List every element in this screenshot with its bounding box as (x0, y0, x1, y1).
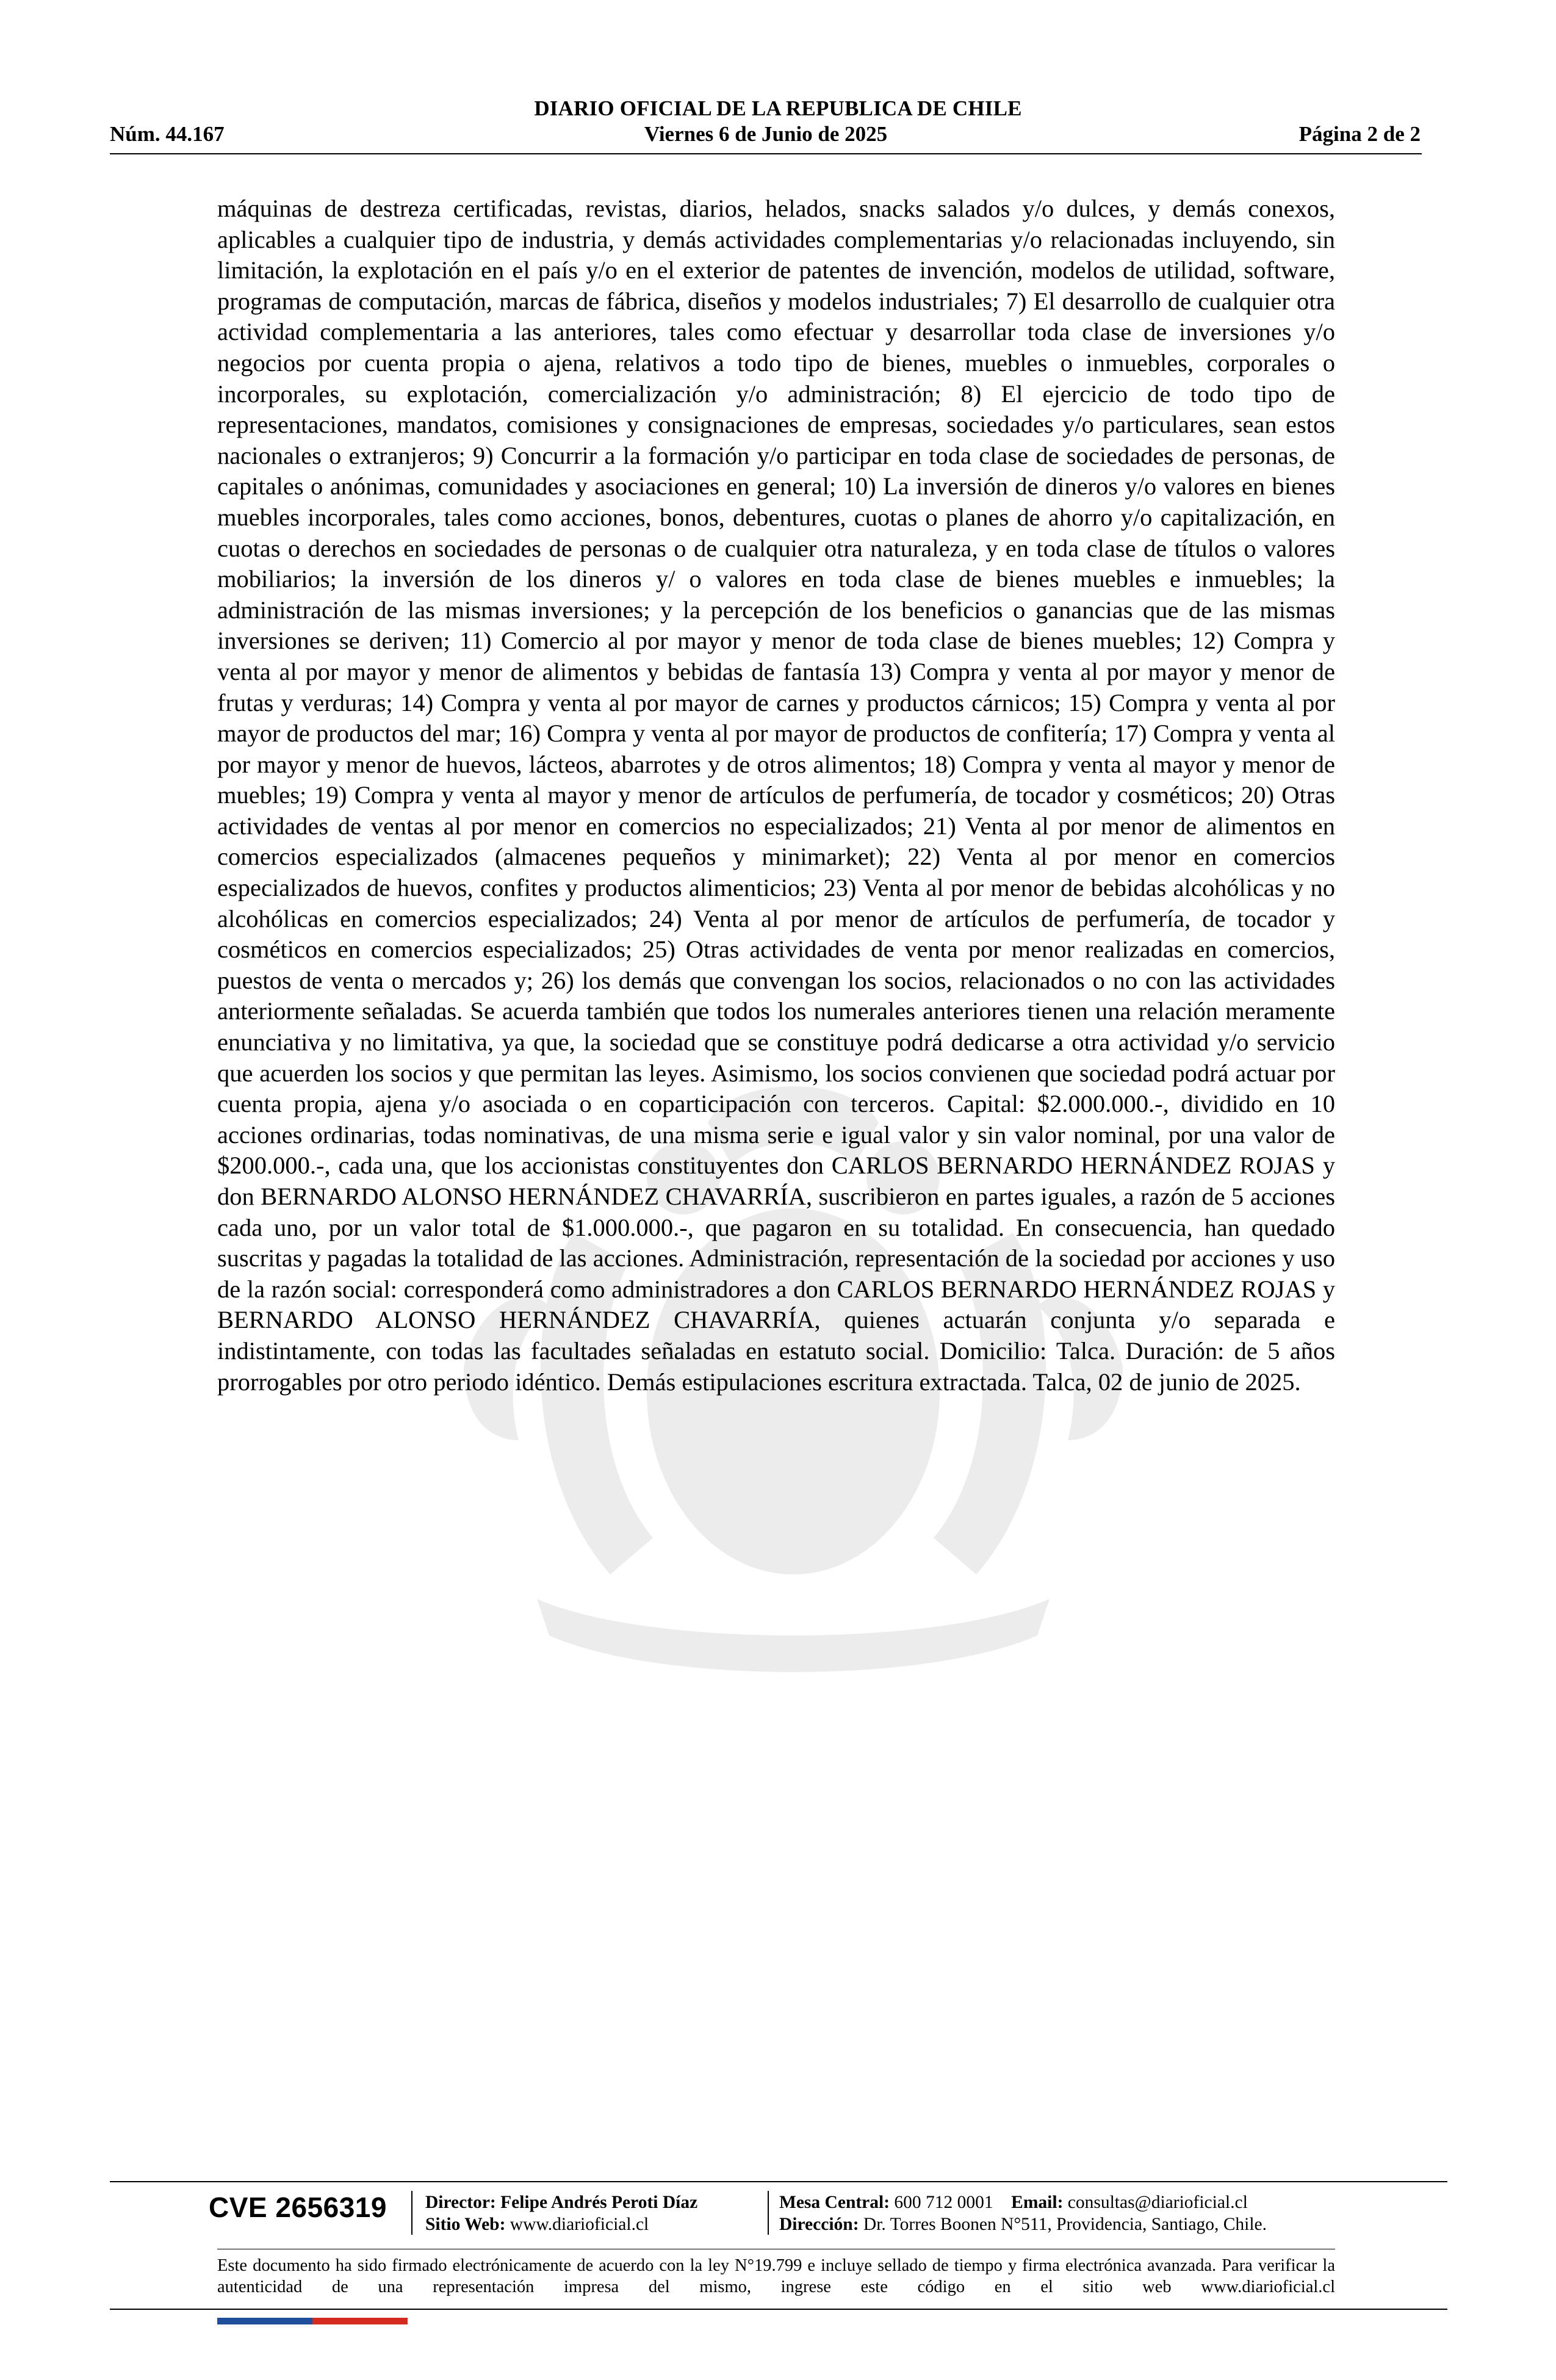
body-paragraph: máquinas de destreza certificadas, revistas, diarios, helados, snacks salados y/o dulces, y demás conexos, aplicables a cualquier tipo de industria, y demás actividades complementarias y/o relacionadas incluyendo, sin limitación, la explotación en el país y/o en el exterior de patentes de invención, modelos de utilidad, software, programas de computación, marcas de fábrica, diseños y modelos industriales; 7) El desarrollo de cualquier otra actividad complementaria a las anteriores, tales como efectuar y desarrollar toda clase de inversiones y/o negocios por cuenta propia o ajena, relativos a todo tipo de bienes, muebles o inmuebles, corporales o incorporales, su explotación, comercialización y/o administración; 8) El ejercicio de todo tipo de representaciones, mandatos, comisiones y consignaciones de empresas, sociedades y/o particulares, sean estos nacionales o extranjeros; 9) Concurrir a la formación y/o participar en toda clase de sociedades de personas, de capitales o anónimas, comunidades y asociaciones en general; 10) La inversión de dineros y/o valores en bienes muebles incorporales, tales como acciones, bonos, debentures, cuotas o planes de ahorro y/o capitalización, en cuotas o derechos en sociedades de personas o de cualquier otra naturaleza, y en toda clase de títulos o valores mobiliarios; la inversión de los dineros y/ o valores en toda clase de bienes muebles e inmuebles; la administración de las mismas inversiones; y la percepción de los beneficios o ganancias que de las mismas inversiones se deriven; 11) Comercio al por mayor y menor de toda clase de bienes muebles; 12) Compra y venta al por mayor y menor de alimentos y bebidas de fantasía 13) Compra y venta al por mayor y menor de frutas y verduras; 14) Compra y venta al por mayor de carnes y productos cárnicos; 15) Compra y venta al por mayor de productos del mar; 16) Compra y venta al por mayor de productos de confitería; 17) Compra y venta al por mayor y menor de huevos, lácteos, abarrotes y de otros alimentos; 18) Compra y venta al mayor y menor de muebles; 19) Compra y venta al mayor y menor de artículos de perfumería, de tocador y cosméticos; 20) Otras actividades de ventas al por menor en comercios no especializados; 21) Venta al por menor de alimentos en comercios especializados (almacenes pequeños y minimarket); 22) Venta al por menor en comercios especializados de huevos, confites y productos alimenticios; 23) Venta al por menor de bebidas alcohólicas y no alcohólicas en comercios especializados; 24) Venta al por menor de artículos de perfumería, de tocador y cosméticos en comercios especializados; 25) Otras actividades de venta por menor realizadas en comercios, puestos de venta o mercados y; 26) los demás que convengan los socios, relacionados o no con las actividades anteriormente señaladas. Se acuerda también que todos los numerales anteriores tienen una relación meramente enunciativa y no limitativa, ya que, la sociedad que se constituye podrá dedicarse a otra actividad y/o servicio que acuerden los socios y que permitan las leyes. Asimismo, los socios convienen que sociedad podrá actuar por cuenta propia, ajena y/o asociada o en coparticipación con terceros. Capital: $2.000.000.-, dividido en 10 acciones ordinarias, todas nominativas, de una misma serie e igual valor y sin valor nominal, por una valor de $200.000.-, cada una, que los accionistas constituyentes don CARLOS BERNARDO HERNÁNDEZ ROJAS y don BERNARDO ALONSO HERNÁNDEZ CHAVARRÍA, suscribieron en partes iguales, a razón de 5 acciones cada uno, por un valor total de $1.000.000.-, que pagaron en su totalidad. En consecuencia, han quedado suscritas y pagadas la totalidad de las acciones. Administración, representación de la sociedad por acciones y uso de la razón social: corresponderá como administradores a don CARLOS BERNARDO HERNÁNDEZ ROJAS y BERNARDO ALONSO HERNÁNDEZ CHAVARRÍA, quienes actuarán conjunta y/o separada e indistintamente, con todas las facultades señaladas en estatuto social. Domicilio: Talca. Duración: de 5 años prorrogables por otro periodo idéntico. Demás estipulaciones escritura extractada. Talca, 02 de junio de 2025. (217, 195, 1335, 1396)
email-label: Email: (1011, 2193, 1064, 2212)
cve-code: CVE 2656319 (209, 2191, 387, 2223)
legal-notice: Este documento ha sido firmado electrónicamente de acuerdo con la ley N°19.799 e incluye sellado de tiempo y firma electrónica avanzada. Para verificar la autenticidad de una representación impresa del mismo, ingrese este código en el sitio web www.diarioficial.cl (217, 2256, 1335, 2296)
flag-blue-segment (217, 2318, 312, 2324)
issue-number: Núm. 44.167 (110, 122, 225, 146)
footer-director-block (425, 2191, 697, 2235)
header-divider (110, 153, 1422, 154)
director-name: Felipe Andrés Peroti Díaz (500, 2193, 698, 2212)
site-link[interactable]: www.diarioficial.cl (510, 2215, 649, 2234)
flag-red-segment (312, 2318, 408, 2324)
footer-top-divider (110, 2181, 1447, 2182)
site-label: Sitio Web: (425, 2215, 506, 2234)
footer-bottom-divider (110, 2309, 1447, 2310)
publication-title: DIARIO OFICIAL DE LA REPUBLICA DE CHILE (534, 96, 1022, 120)
email-link[interactable]: consultas@diarioficial.cl (1067, 2193, 1248, 2212)
director-label: Director: (425, 2193, 496, 2212)
mesa-label: Mesa Central: (779, 2193, 890, 2212)
footer-separator (768, 2191, 769, 2235)
page-indicator: Página 2 de 2 (1298, 122, 1421, 146)
issue-date: Viernes 6 de Junio de 2025 (644, 122, 888, 146)
footer-separator (411, 2191, 412, 2235)
mesa-phone: 600 712 0001 (894, 2193, 993, 2212)
footer-contact-block (779, 2191, 1267, 2235)
flag-color-bar (217, 2318, 408, 2324)
address-value: Dr. Torres Boonen N°511, Providencia, Santiago, Chile. (863, 2215, 1267, 2234)
address-label: Dirección: (779, 2215, 859, 2234)
